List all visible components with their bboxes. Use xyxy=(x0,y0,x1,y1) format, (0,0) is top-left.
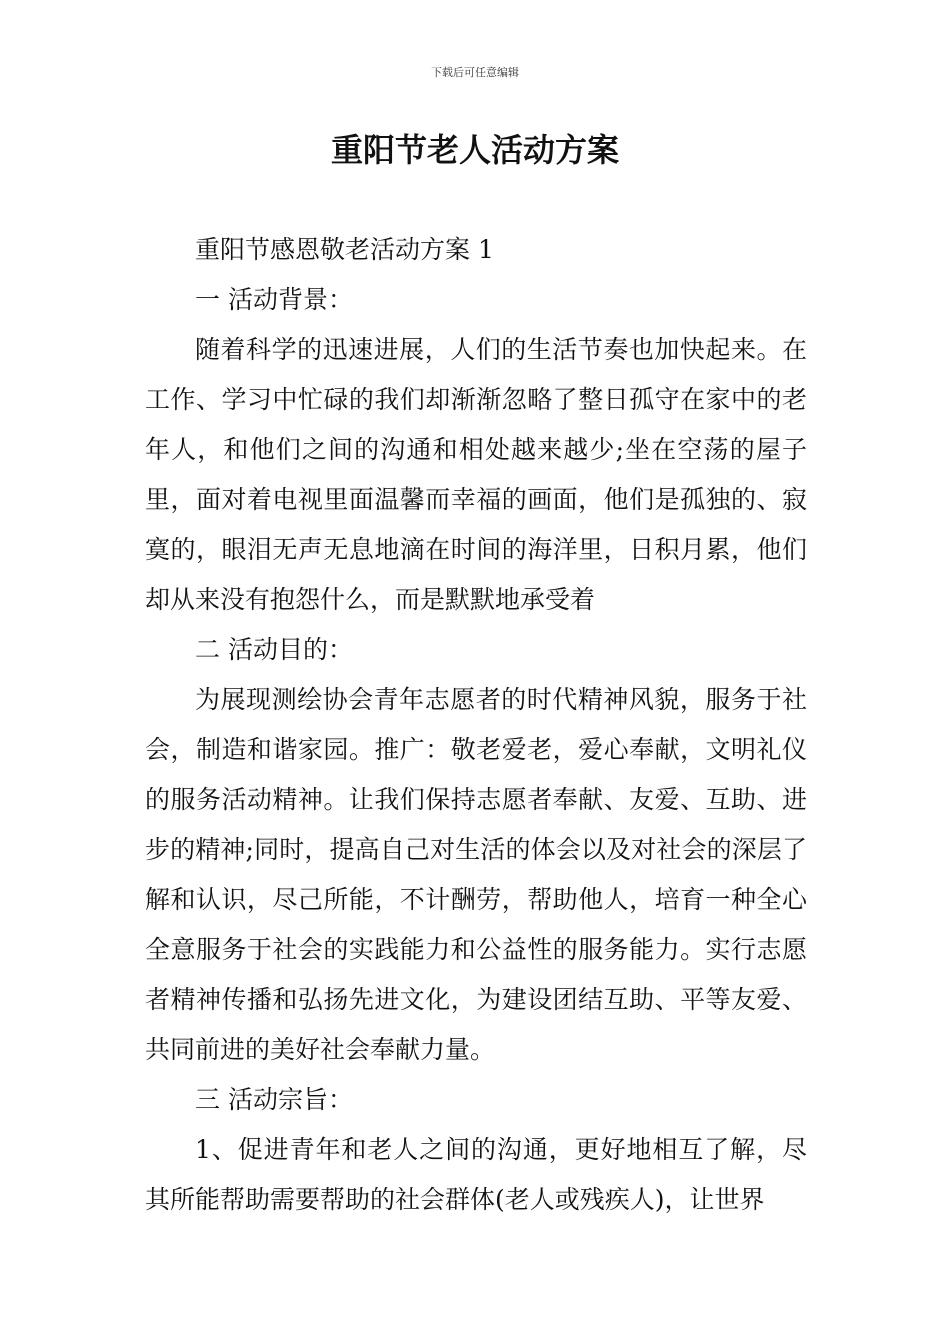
section-heading-purpose: 二 活动目的： xyxy=(195,635,353,664)
paragraph-tenet-1: 1、促进青年和老人之间的沟通，更好地相互了解，尽其所能帮助需要帮助的社会群体(老人或残疾人)，让世界 xyxy=(145,1135,807,1214)
document-title: 重阳节老人活动方案 xyxy=(330,131,619,169)
section-heading-tenet: 三 活动宗旨： xyxy=(195,1085,353,1114)
paragraph-subtitle: 重阳节感恩敬老活动方案 1 xyxy=(195,235,494,264)
header-note: 下载后可任意编辑 xyxy=(431,66,519,79)
section-heading-background: 一 活动背景： xyxy=(195,285,353,314)
document-body xyxy=(145,225,807,1225)
paragraph-background: 随着科学的迅速进展，人们的生活节奏也加快起来。在工作、学习中忙碌的我们却渐渐忽略了整日孤守在家中的老年人，和他们之间的沟通和相处越来越少;坐在空荡的屋子里，面对着电视里面温馨而幸福的画面，他们是孤独的、寂寞的，眼泪无声无息地滴在时间的海洋里，日积月累，他们却从来没有抱怨什么，而是默默地承受着 xyxy=(145,335,807,614)
paragraph-purpose: 为展现测绘协会青年志愿者的时代精神风貌，服务于社会，制造和谐家园。推广：敬老爱老，爱心奉献，文明礼仪的服务活动精神。让我们保持志愿者奉献、友爱、互助、进步的精神;同时，提高自己对生活的体会以及对社会的深层了解和认识，尽己所能，不计酬劳，帮助他人，培育一种全心全意服务于社会的实践能力和公益性的服务能力。实行志愿者精神传播和弘扬先进文化，为建设团结互助、平等友爱、共同前进的美好社会奉献力量。 xyxy=(145,685,807,1064)
